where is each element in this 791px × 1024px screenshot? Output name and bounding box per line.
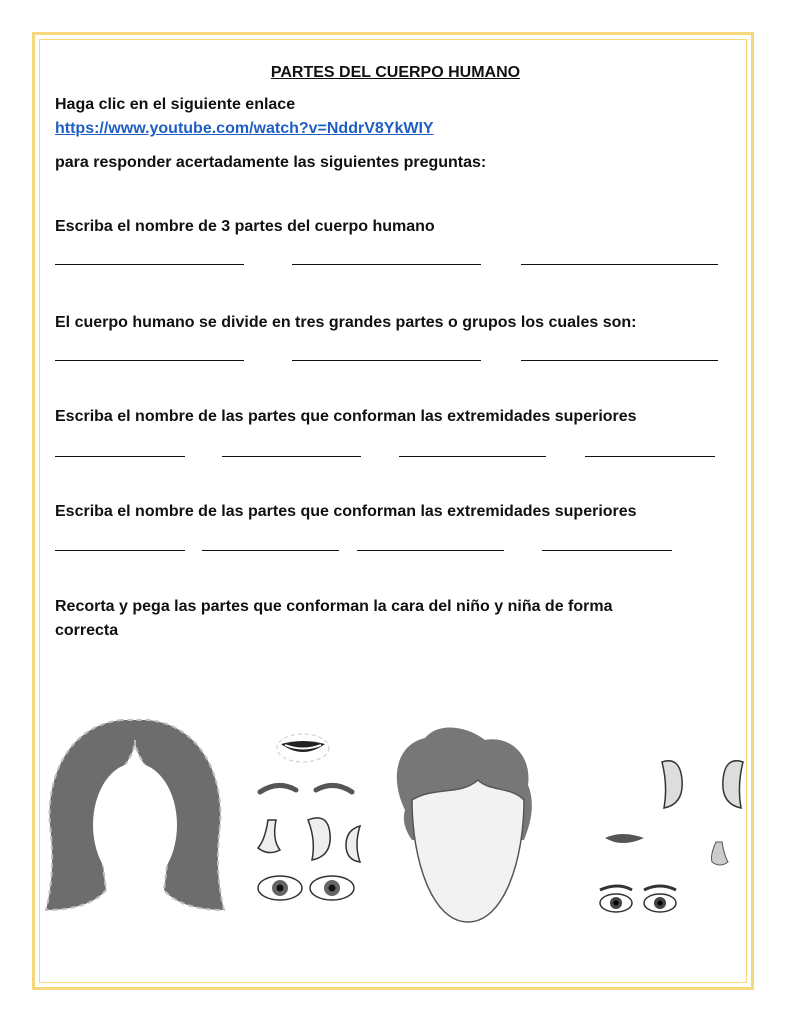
instruction-line-2: correcta <box>55 622 119 639</box>
answer-blank[interactable] <box>292 264 481 265</box>
answer-blank[interactable] <box>357 550 504 551</box>
answer-blank[interactable] <box>542 550 672 551</box>
question-4: Escriba el nombre de las partes que conforman las extremidades superiores <box>55 503 637 520</box>
boy-face-cutout <box>397 727 532 922</box>
girl-hair-cutout <box>46 720 224 910</box>
answer-blank[interactable] <box>55 550 185 551</box>
answer-blank[interactable] <box>521 264 718 265</box>
answer-blank[interactable] <box>292 360 481 361</box>
answer-blank[interactable] <box>202 550 339 551</box>
intro-instruction: para responder acertadamente las siguientes preguntas: <box>55 154 487 171</box>
answer-blank[interactable] <box>55 264 244 265</box>
youtube-link[interactable]: https://www.youtube.com/watch?v=NddrV8YkWIY <box>55 120 434 137</box>
answer-blank[interactable] <box>55 360 244 361</box>
instruction-line-1: Recorta y pega las partes que conforman la cara del niño y niña de forma <box>55 598 613 615</box>
answer-blank[interactable] <box>55 456 185 457</box>
question-1: Escriba el nombre de 3 partes del cuerpo humano <box>55 218 435 235</box>
question-3: Escriba el nombre de las partes que conforman las extremidades superiores <box>55 408 637 425</box>
face-parts-set <box>600 761 743 912</box>
answer-blank[interactable] <box>222 456 361 457</box>
face-cutouts-illustration <box>40 700 748 940</box>
answer-blank[interactable] <box>399 456 546 457</box>
face-parts-cutouts <box>258 734 360 900</box>
answer-blank[interactable] <box>521 360 718 361</box>
page-title: PARTES DEL CUERPO HUMANO <box>270 64 521 81</box>
question-2: El cuerpo humano se divide en tres grandes partes o grupos los cuales son: <box>55 314 637 331</box>
intro-text: Haga clic en el siguiente enlace <box>55 96 296 113</box>
answer-blank[interactable] <box>585 456 715 457</box>
